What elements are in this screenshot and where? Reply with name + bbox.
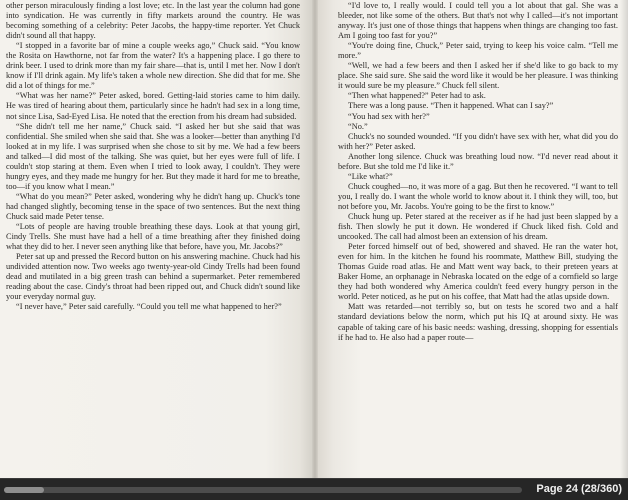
reading-progress-fill	[4, 487, 44, 493]
reading-progress-bar[interactable]	[4, 487, 522, 493]
paragraph: Peter sat up and pressed the Record button on his answering machine. Chuck had his undivided attention now. Two weeks ago twenty-year-old Cindy Trells had been found dead and mutilated in a big green trash can behind a supermarket. Peter remembered reading about the case. Cindy's throat had been ripped out, and Chuck didn't sound like your everyday normal guy.	[6, 252, 300, 302]
paragraph: “What was her name?” Peter asked, bored. Getting-laid stories came to him daily. He was tired of hearing about them, particularly since he hadn't had sex in a long time, not since Lisa, Sad-Eyed Lisa. He noted that the erection from his dream had subsided.	[6, 91, 300, 121]
paragraph: “I stopped in a favorite bar of mine a couple weeks ago,” Chuck said. “You know the Rosita on Hawthorne, not far from the water? It's a happening place. I go there to drink beer. I used to drink more than my fair share—that is, until I met her. Now I don't know if I'll drink again. My life's taken a whole new direction. She did that for me. She did a lot of things for me.”	[6, 41, 300, 91]
paragraph: Chuck's no sounded wounded. “If you didn't have sex with her, what did you do with her?” Peter asked.	[338, 131, 618, 151]
paragraph: “You had sex with her?”	[348, 111, 430, 121]
paragraph: Peter forced himself out of bed, showered and shaved. He ran the water hot, even for him. In the kitchen he found his roommate, Matthew Bill, studying the Thomas Guide road atlas. He and Matt went way back, to their preteen years at Baker Home, an orphanage in Nebraska located on the edge of a cornfield so large they had both wondered why America couldn't feed every hungry person in the world. Peter noticed, as he put on his coffee, that Matt had the atlas upside down.	[338, 242, 618, 302]
paragraph: There was a long pause. “Then it happened. What can I say?”	[348, 101, 554, 111]
right-page	[318, 0, 628, 478]
paragraph: “She didn't tell me her name,” Chuck said. “I asked her but she said that was confidential. She smiled when she said that. She was a looker—better than anything I'd looked at in my life. I was surprised when she chose to sit by me. We had a few beers and talked—I did most of the talking. She was quiet, but her eyes were full of life. I couldn't stop staring at them. Even when I tried to look away, I couldn't. They were hungry eyes, and they made me hungry for her. But they made it hard for me to breathe, too—if you know what I mean.”	[6, 121, 300, 191]
paragraph: “Well, we had a few beers and then I asked her if she'd like to go back to my place. She said sure. She said the word like it would be her pleasure. I was thinking it would sure be my pleasure.” Chuck fell silent.	[338, 61, 618, 91]
page-edge-shadow	[620, 0, 628, 478]
paragraph: Chuck coughed—no, it was more of a gag. But then he recovered. “I want to tell you, I really do. I want the whole world to know about it. I think they will, too, but not before you, Mr. Jacobs. You're going to be the first to know.”	[338, 181, 618, 211]
paragraph: Another long silence. Chuck was breathing loud now. “I'd never read about it before. But she told me I'd like it.”	[338, 151, 618, 171]
page-indicator: Page 24 (28/360)	[536, 483, 622, 495]
paragraph: “I'd love to, I really would. I could tell you a lot about that gal. She was a bleeder, not like some of the others. But that's not why I called—it's not important anyway. It's just one of those things that happens when things are changing too fast. Am I going too fast for you?”	[338, 1, 618, 41]
paragraph: “Lots of people are having trouble breathing these days. Look at that young girl, Cindy Trells. She must have had a hell of a time breathing after they finished doing what they did to her. I never seen anything like that before, have you, Mr. Jacobs?”	[6, 222, 300, 252]
viewer-status-bar	[0, 478, 628, 500]
paragraph: “You're doing fine, Chuck,” Peter said, trying to keep his voice calm. “Tell me more.”	[338, 41, 618, 61]
paragraph: other person miraculously finding a lost love; etc. In the last year the column had gone into syndication. He was currently in fifty markets around the country. He was becoming something of a celebrity: Peter Jacobs, the happy-time reporter. Yet Chuck didn't sound all that happy.	[6, 1, 300, 41]
paragraph: Matt was retarded—not terribly so, but on tests he scored two and a half standard deviations below the norm, which put his IQ at around sixty. He was capable of taking care of his basic needs: washing, dressing, shopping for essentials if he had to. He also had a paper route—	[338, 302, 618, 342]
paragraph: “What do you mean?” Peter asked, wondering why he didn't hang up. Chuck's tone had changed slightly, becoming tense in the space of two sentences. But the next thing Chuck said made Peter tense.	[6, 191, 300, 221]
left-page	[0, 0, 312, 478]
paragraph: “Then what happened?” Peter had to ask.	[348, 91, 486, 101]
paragraph: “I never have,” Peter said carefully. “Could you tell me what happened to her?”	[16, 302, 282, 312]
paragraph: Chuck hung up. Peter stared at the receiver as if he had just been slapped by a fish. Then slowly he put it down. He wondered if Chuck liked fish. Cold and uncooked. The call had almost been an extension of his dream.	[338, 211, 618, 242]
paragraph: “No.”	[348, 121, 368, 131]
paragraph: “Like what?”	[348, 171, 393, 181]
